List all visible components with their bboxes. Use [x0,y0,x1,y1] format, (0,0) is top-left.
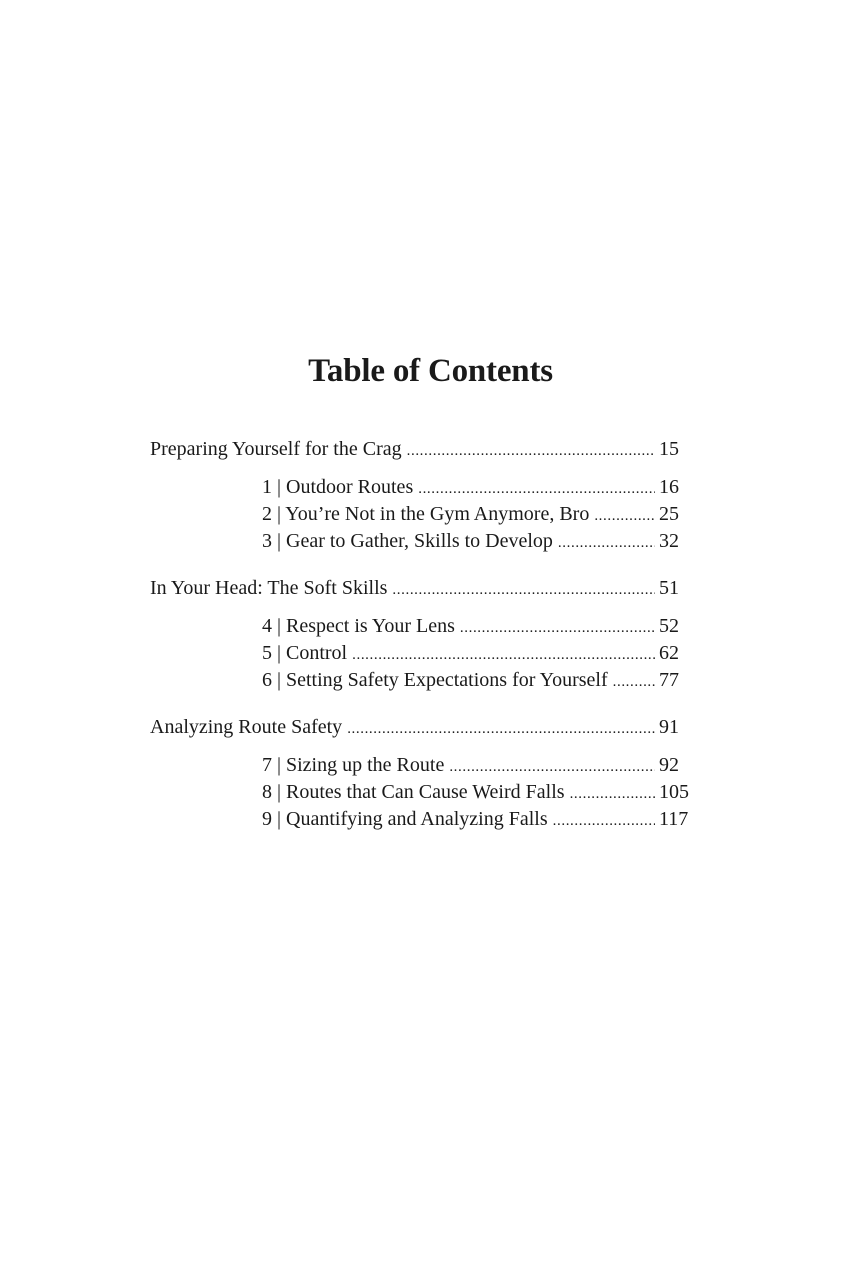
toc-chapter-entry[interactable] [0,667,861,694]
page-number: 62 [659,642,679,664]
chapter-title: 7 | Sizing up the Route [262,754,445,776]
chapter-title: 9 | Quantifying and Analyzing Falls [262,808,548,830]
part-title: In Your Head: The Soft Skills [150,577,388,599]
toc-part [0,436,861,555]
dot-leader [460,615,655,642]
dot-leader [347,716,655,743]
chapter-title: 1 | Outdoor Routes [262,476,414,498]
dot-leader [392,577,655,604]
chapter-title: 2 | You’re Not in the Gym Anymore, Bro [262,503,590,525]
toc-part-entry[interactable] [0,436,861,463]
toc-chapter-entry[interactable] [0,613,861,640]
toc-chapter-entry[interactable] [0,501,861,528]
part-title: Preparing Yourself for the Crag [150,438,402,460]
toc-part-entry[interactable] [0,575,861,602]
page-number: 52 [659,615,679,637]
page-number: 16 [659,476,679,498]
page-number: 91 [659,716,679,738]
toc-part [0,714,861,833]
dot-leader [594,503,655,530]
page-number: 105 [659,781,689,803]
page-number: 32 [659,530,679,552]
dot-leader [553,808,655,835]
chapter-title: 5 | Control [262,642,348,664]
chapter-title: 8 | Routes that Can Cause Weird Falls [262,781,565,803]
page-title: Table of Contents [308,353,553,389]
dot-leader [449,754,655,781]
toc-chapter-entry[interactable] [0,474,861,501]
page-number: 51 [659,577,679,599]
part-title: Analyzing Route Safety [150,716,343,738]
page-number: 117 [659,808,689,830]
chapter-title: 6 | Setting Safety Expectations for Yourself [262,669,608,691]
toc-chapter-entry[interactable] [0,528,861,555]
page-number: 25 [659,503,679,525]
dot-leader [558,530,655,557]
page-number: 15 [659,438,679,460]
toc-part [0,575,861,694]
dot-leader [407,438,655,465]
page-number: 92 [659,754,679,776]
dot-leader [570,781,655,808]
dot-leader [613,669,655,696]
toc-chapter-entry[interactable] [0,779,861,806]
table-of-contents [0,436,861,853]
dot-leader [352,642,655,669]
chapter-title: 4 | Respect is Your Lens [262,615,455,637]
toc-part-entry[interactable] [0,714,861,741]
toc-chapter-entry[interactable] [0,752,861,779]
dot-leader [418,476,655,503]
toc-chapter-entry[interactable] [0,640,861,667]
toc-chapter-entry[interactable] [0,806,861,833]
chapter-title: 3 | Gear to Gather, Skills to Develop [262,530,553,552]
page-number: 77 [659,669,679,691]
